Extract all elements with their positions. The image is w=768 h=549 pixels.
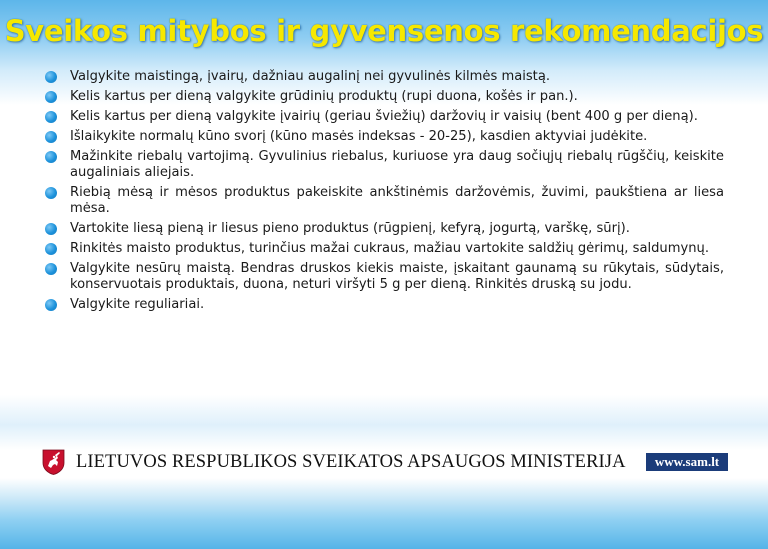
recommendation-text: Valgykite nesūrų maistą. Bendras druskos kiekis maiste, įskaitant gaunamą su rūkytais, sūdytais, konservuotais produktais, duona, neturi viršyti 5 g per dieną. Rinkitės druską su jodu. (70, 261, 724, 292)
recommendation-text: Išlaikykite normalų kūno svorį (kūno masės indeksas - 20-25), kasdien aktyviai judėkite. (70, 129, 648, 144)
vytis-coat-of-arms-icon (42, 449, 65, 475)
recommendation-text: Kelis kartus per dieną valgykite įvairių (geriau šviežių) daržovių ir vaisių (bent 400 g per dieną). (70, 109, 698, 124)
bullet-dot-icon (45, 91, 57, 103)
recommendation-text: Valgykite maistingą, įvairų, dažniau augalinį nei gyvulinės kilmės maistą. (70, 69, 551, 84)
recommendation-text: Riebią mėsą ir mėsos produktus pakeiskite ankštinėmis daržovėmis, žuvimi, paukštiena ar liesa mėsa. (70, 185, 724, 216)
list-item (44, 261, 724, 293)
recommendation-text: Kelis kartus per dieną valgykite grūdinių produktų (rupi duona, košės ir pan.). (70, 89, 578, 104)
list-item (44, 241, 724, 257)
bullet-dot-icon (45, 151, 57, 163)
list-item (44, 185, 724, 217)
bullet-dot-icon (45, 223, 57, 235)
recommendation-text: Mažinkite riebalų vartojimą. Gyvulinius riebalus, kuriuose yra daug sočiųjų riebalų rūgščių, keiskite augaliniais aliejais. (70, 149, 724, 180)
ministry-name: LIETUVOS RESPUBLIKOS SVEIKATOS APSAUGOS MINISTERIJA (76, 452, 626, 472)
bullet-dot-icon (45, 131, 57, 143)
bullet-dot-icon (45, 111, 57, 123)
list-item (44, 109, 724, 125)
bullet-dot-icon (45, 71, 57, 83)
list-item (44, 297, 724, 313)
list-item (44, 89, 724, 105)
list-item (44, 221, 724, 237)
bullet-dot-icon (45, 263, 57, 275)
list-item (44, 149, 724, 181)
footer (42, 449, 728, 477)
bullet-dot-icon (45, 187, 57, 199)
recommendation-text: Valgykite reguliariai. (70, 297, 205, 312)
page-title: Sveikos mitybos ir gyvensenos rekomendacijos (4, 14, 764, 48)
recommendation-text: Rinkitės maisto produktus, turinčius mažai cukraus, mažiau vartokite saldžių gėrimų, saldumynų. (70, 241, 709, 256)
list-item (44, 69, 724, 85)
recommendation-text: Vartokite liesą pieną ir liesus pieno produktus (rūgpienį, kefyrą, jogurtą, varškę, sūrį). (70, 221, 630, 236)
bullet-dot-icon (45, 299, 57, 311)
bullet-dot-icon (45, 243, 57, 255)
list-item (44, 129, 724, 145)
recommendation-list (44, 69, 724, 317)
website-link[interactable]: www.sam.lt (646, 453, 728, 471)
